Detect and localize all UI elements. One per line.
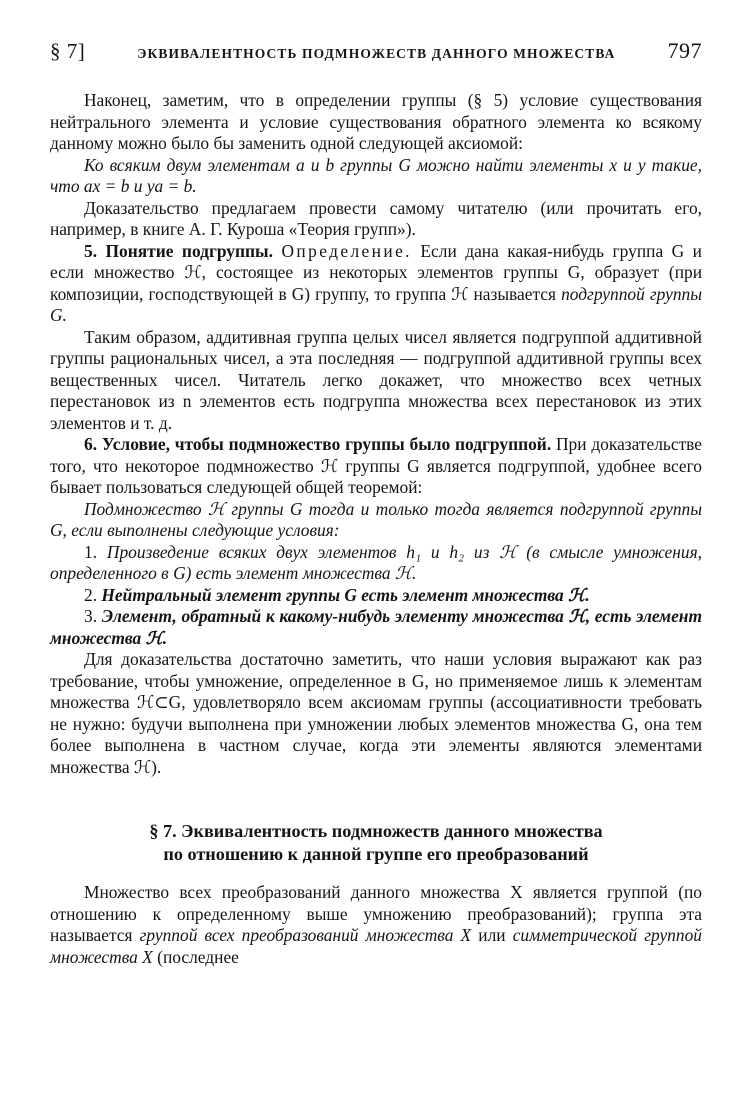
condition-3 [50, 606, 702, 649]
subsection-heading-5: 5. Понятие подгруппы. [84, 240, 273, 261]
condition-3-text: Элемент, обратный к какому-нибудь элементу множества ℋ, есть элемент множества ℋ. [50, 606, 702, 648]
symmetric-group-term-1: группой всех преобразований множества X [139, 925, 472, 945]
section-7-heading-line-1: § 7. Эквивалентность подмножеств данного множества [149, 821, 603, 841]
condition-2-number: 2. [84, 584, 98, 605]
header-section-ref: § 7] [50, 39, 86, 63]
condition-2 [50, 585, 702, 607]
paragraph-axiom: Ко всяким двум элементам a и b группы G можно найти элементы x и y такие, что ax = b и ya = b. [50, 154, 702, 196]
paragraph-subgroup-examples: Таким образом, аддитивная группа целых чисел является подгруппой аддитивной группы рациональных чисел, а эта последняя — подгруппой аддитивной группы всех вещественных чисел. Читатель легко докажет, что множество всех четных перестановок из n элементов есть подгруппа множества всех перестановок из этих элементов и т. д. [50, 326, 702, 433]
symmetric-group-term-2: симметрической группой множества X [50, 925, 702, 967]
symmetric-group-text-end: (последнее [157, 946, 239, 967]
paragraph-symmetric-group [50, 882, 702, 968]
section-7-heading-line-2: по отношению к данной группе его преобразований [163, 844, 589, 864]
condition-2-text: Нейтральный элемент группы G есть элемент множества ℋ. [101, 584, 590, 605]
criterion-text: При доказательстве того, что некоторое подмножество ℋ группы G является подгруппой, удобнее всего бывает пользоваться следующей общей теоремой: [50, 434, 702, 497]
running-head [50, 40, 702, 70]
definition-term: подгруппой группы G. [50, 283, 703, 325]
paragraph-subgroup-definition [50, 241, 702, 327]
symmetric-group-or: или [478, 925, 506, 945]
subsection-heading-6: 6. Условие, чтобы подмножество группы было подгруппой. [84, 434, 552, 454]
symmetric-group-text-start: Множество всех преобразований данного множества X является группой (по отношению к определенному выше умножению преобразований); группа эта называется [50, 882, 702, 945]
definition-text: Если дана какая-нибудь группа G и если множество ℋ, состоящее из некоторых элементов группы G, образует (при композиции, господствующей в G) группу, то группа ℋ называется [50, 240, 702, 304]
paragraph-proof: Для доказательства достаточно заметить, что наши условия выражают как раз требование, чтобы умножение, определенное в G, но применяемое лишь к элементам множества ℋ⊂G, удовлетворяло всем аксиомам группы (ассоциативности требовать не нужно: будучи выполнена при умножении любых элементов множества G, она тем более выполнена в частном случае, когда эти элементы являются элементами множества ℋ). [50, 649, 702, 777]
condition-3-number: 3. [84, 606, 98, 626]
condition-1-text: Произведение всяких двух элементов h₁ и h₂ из ℋ (в смысле умножения, определенного в G) есть элемент множества ℋ. [50, 541, 702, 583]
section-7-heading [50, 820, 702, 866]
paragraph-subgroup-criterion [50, 434, 702, 499]
condition-1-number: 1. [84, 541, 98, 562]
paragraph-theorem: Подмножество ℋ группы G тогда и только тогда является подгруппой группы G, если выполнены следующие условия: [50, 498, 702, 540]
condition-1 [50, 542, 702, 585]
page-number: 797 [667, 38, 702, 63]
paragraph-axiom-intro: Наконец, заметим, что в определении группы (§ 5) условие существования нейтрального элемента и условие существования обратного элемента ко всякому данному можно было бы заменить одной следующей аксиомой: [50, 90, 702, 153]
paragraph-proof-note: Доказательство предлагаем провести самому читателю (или прочитать его, например, в книге А. Г. Куроша «Теория групп»). [50, 197, 702, 239]
definition-label: Определение. [281, 240, 412, 261]
header-title: ЭКВИВАЛЕНТНОСТЬ ПОДМНОЖЕСТВ ДАННОГО МНОЖЕСТВА [137, 46, 616, 61]
